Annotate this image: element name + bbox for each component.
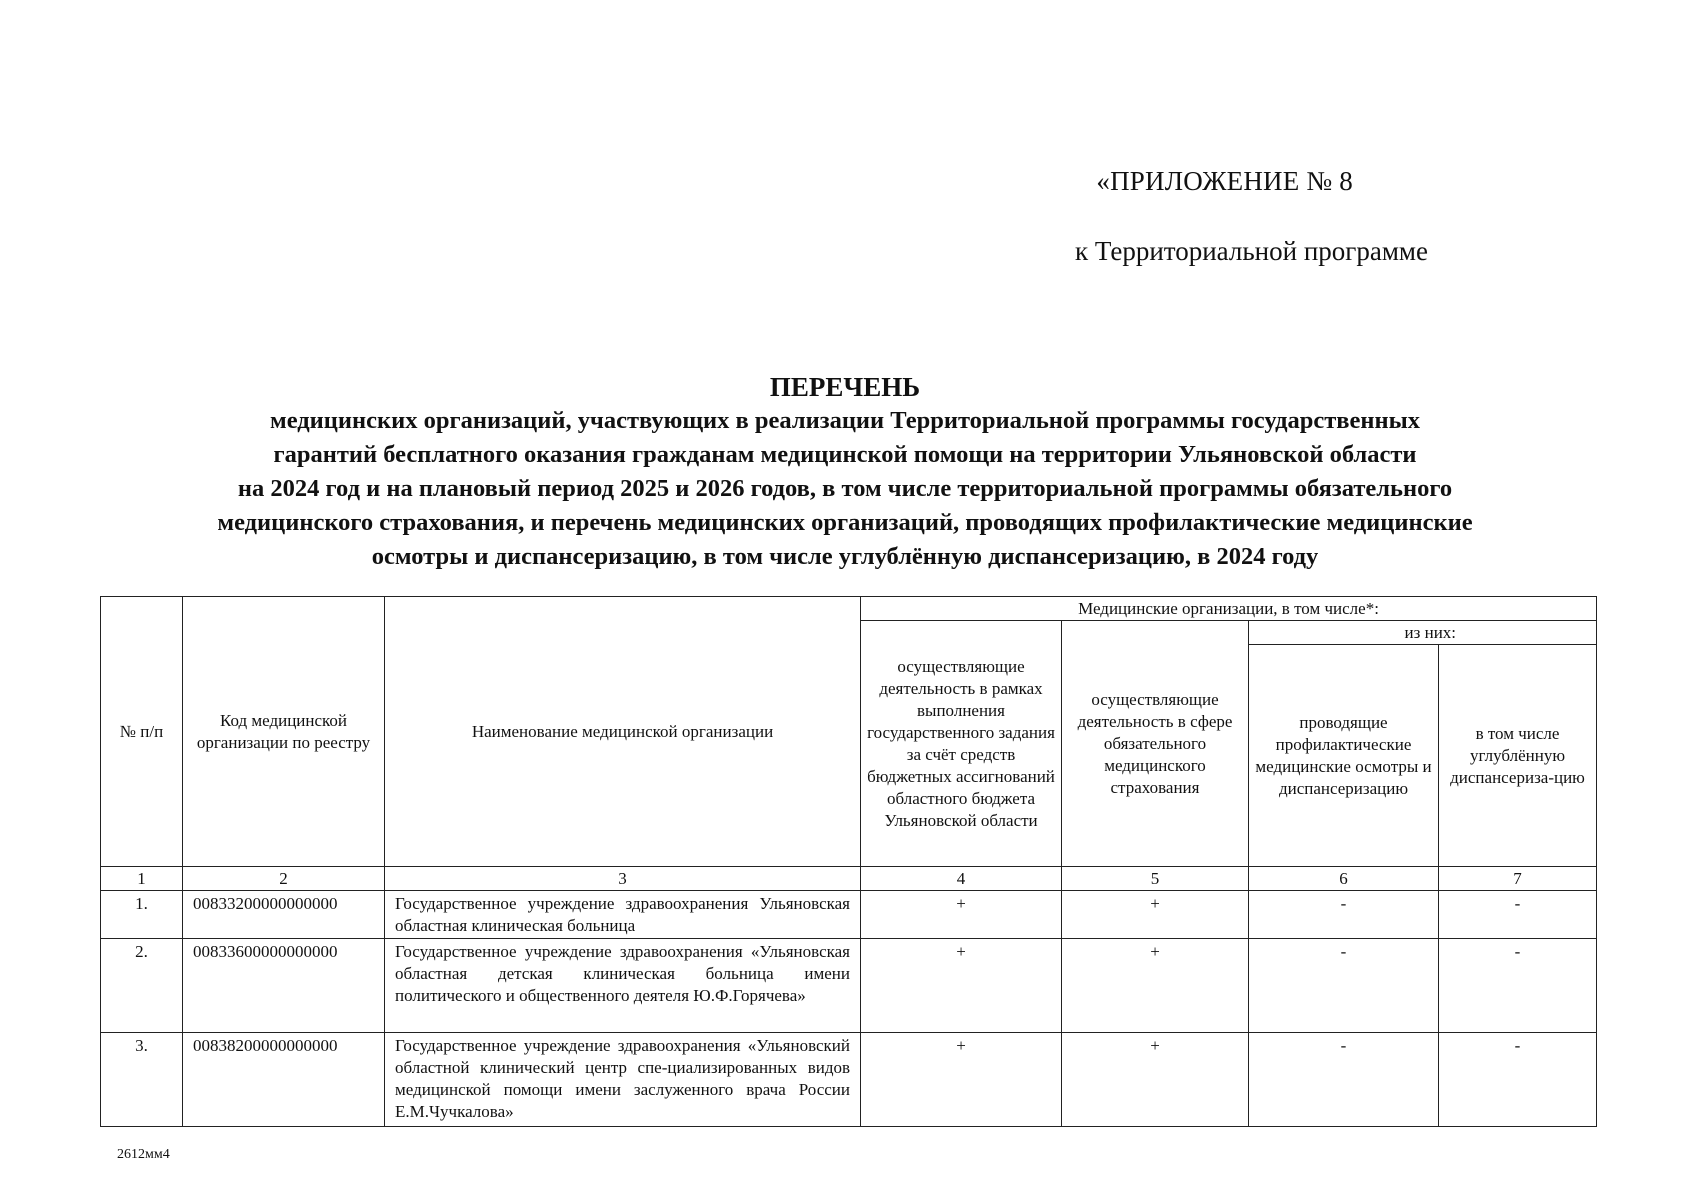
header-deep: в том числе углублённую диспансериза-цию — [1439, 645, 1597, 867]
row-oms: + — [1062, 1033, 1249, 1127]
row-num: 2. — [101, 939, 183, 1033]
row-prof: - — [1249, 1033, 1439, 1127]
row-prof: - — [1249, 939, 1439, 1033]
row-deep: - — [1439, 939, 1597, 1033]
document-code: 2612мм4 — [117, 1147, 170, 1162]
row-num: 1. — [101, 891, 183, 939]
row-budget: + — [861, 1033, 1062, 1127]
heading-line: медицинского страхования, и перечень медицинских организаций, проводящих профилактические медицинские — [217, 509, 1473, 536]
table-row — [101, 939, 1597, 1033]
header-name: Наименование медицинской организации — [385, 597, 861, 867]
row-num: 3. — [101, 1033, 183, 1127]
table-row — [101, 891, 1597, 939]
row-name: Государственное учреждение здравоохранения «Ульяновский областной клинический центр спе-циализированных видов медицинской помощи имени заслуженного врача России Е.М.Чучкалова» — [385, 1033, 861, 1127]
heading-line: на 2024 год и на плановый период 2025 и 2026 годов, в том числе территориальной программы обязательного — [237, 475, 1453, 502]
appendix-title: «ПРИЛОЖЕНИЕ № 8 — [1096, 166, 1353, 196]
heading-line: осмотры и диспансеризацию, в том числе углублённую диспансеризацию, в 2024 году — [371, 543, 1319, 570]
column-number: 6 — [1249, 867, 1439, 891]
row-name: Государственное учреждение здравоохранения «Ульяновская областная детская клиническая больница имени политического и общественного деятеля Ю.Ф.Горячева» — [385, 939, 861, 1033]
row-code: 00838200000000000 — [183, 1033, 385, 1127]
header-oms: осуществляющие деятельность в сфере обязательного медицинского страхования — [1062, 621, 1249, 867]
row-name: Государственное учреждение здравоохранения Ульяновская областная клиническая больница — [385, 891, 861, 939]
row-oms: + — [1062, 891, 1249, 939]
header-group: Медицинские организации, в том числе*: — [861, 597, 1597, 621]
header-budget: осуществляющие деятельность в рамках выполнения государственного задания за счёт средств бюджетных ассигнований областного бюджета Ульяновской области — [861, 621, 1062, 867]
header-subgroup: из них: — [1249, 621, 1597, 645]
column-number: 3 — [385, 867, 861, 891]
column-number: 7 — [1439, 867, 1597, 891]
row-prof: - — [1249, 891, 1439, 939]
appendix-subtitle: к Территориальной программе — [1075, 236, 1428, 266]
row-oms: + — [1062, 939, 1249, 1033]
heading-line: медицинских организаций, участвующих в реализации Территориальной программы государственных — [270, 407, 1420, 434]
header-code: Код медицинской организации по реестру — [183, 597, 385, 867]
row-deep: - — [1439, 891, 1597, 939]
organizations-table — [100, 596, 1597, 1127]
header-num: № п/п — [101, 597, 183, 867]
row-code: 00833200000000000 — [183, 891, 385, 939]
document-heading — [100, 370, 1590, 574]
column-number: 5 — [1062, 867, 1249, 891]
column-number: 4 — [861, 867, 1062, 891]
header-prof: проводящие профилактические медицинские осмотры и диспансеризацию — [1249, 645, 1439, 867]
column-number: 2 — [183, 867, 385, 891]
heading-line: гарантий бесплатного оказания гражданам медицинской помощи на территории Ульяновской области — [273, 441, 1417, 468]
row-budget: + — [861, 891, 1062, 939]
column-number: 1 — [101, 867, 183, 891]
table-row — [101, 1033, 1597, 1127]
row-code: 00833600000000000 — [183, 939, 385, 1033]
row-budget: + — [861, 939, 1062, 1033]
row-deep: - — [1439, 1033, 1597, 1127]
heading-title: ПЕРЕЧЕНЬ — [769, 372, 921, 402]
